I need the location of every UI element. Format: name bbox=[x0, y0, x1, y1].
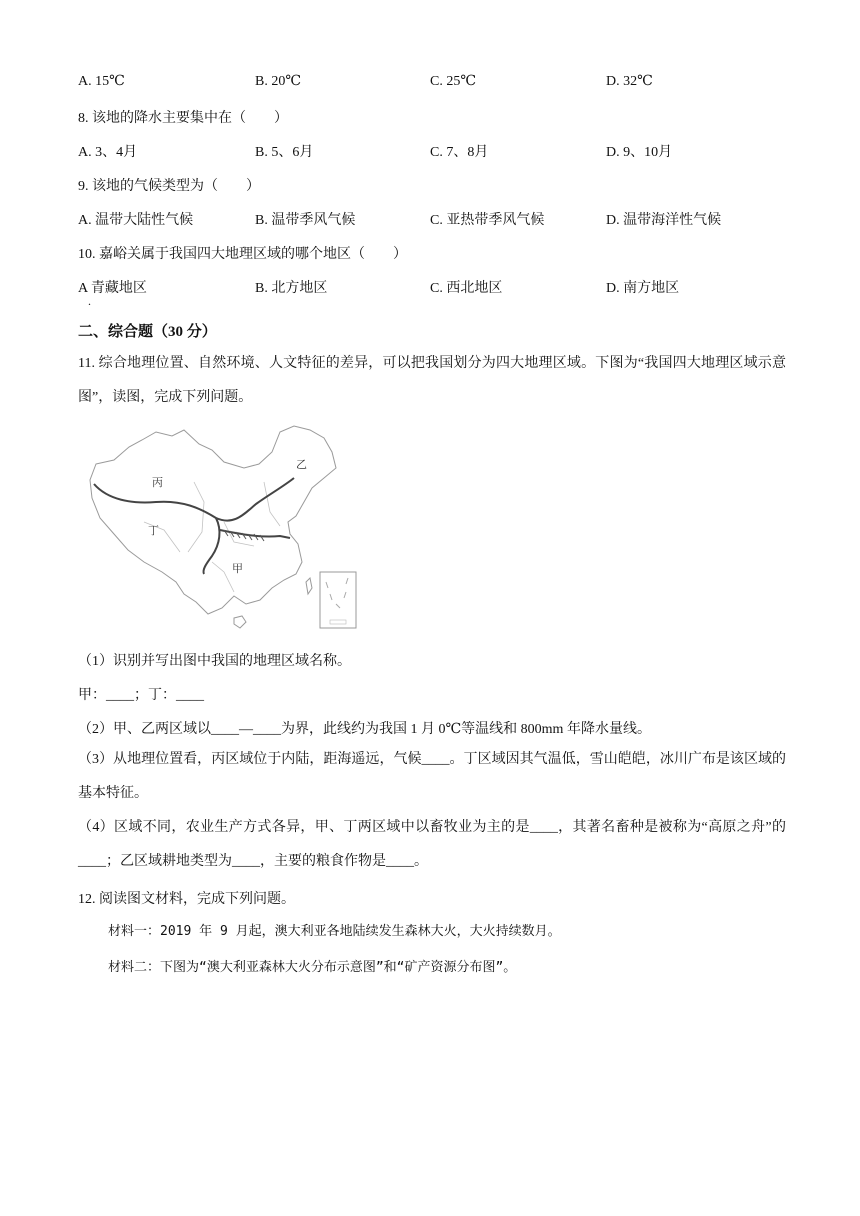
q12-stem: 12. 阅读图文材料，完成下列问题。 bbox=[78, 892, 295, 907]
map-outline bbox=[90, 426, 336, 614]
qinghai-tibet-boundary bbox=[203, 518, 219, 574]
hainan-island bbox=[234, 616, 246, 628]
q8-stem: 8. 该地的降水主要集中在（ ） bbox=[78, 111, 288, 126]
q9-stem: 9. 该地的气候类型为（ ） bbox=[78, 179, 260, 194]
q11-sub1: （1）识别并写出图中我国的地理区域名称。 bbox=[78, 654, 351, 669]
q8-option-b: B. 5、6月 bbox=[255, 145, 314, 160]
label-jia: 甲 bbox=[232, 563, 243, 575]
q8-option-d: D. 9、10月 bbox=[606, 145, 673, 160]
q11-sub2: （2）甲、乙两区域以____—____为界，此线约为我国 1 月 0℃等温线和 800mm 年降水量线。 bbox=[78, 722, 651, 737]
q11-sub3: （3）从地理位置看，丙区域位于内陆，距海遥远，气候____。丁区域因其气温低，雪山皑皑，冰川广布是该区域的基本特征。 bbox=[78, 752, 786, 801]
q9-option-d: D. 温带海洋性气候 bbox=[606, 213, 722, 228]
q8-option-a: A. 3、4月 bbox=[78, 145, 138, 160]
q10-options bbox=[78, 277, 798, 297]
q9-option-b: B. 温带季风气候 bbox=[255, 213, 356, 228]
stray-dot: . bbox=[88, 294, 91, 308]
label-yi: 乙 bbox=[296, 459, 307, 471]
q10-option-a: A 青藏地区 bbox=[78, 281, 147, 296]
taiwan-island bbox=[306, 578, 312, 594]
q9-options bbox=[78, 209, 798, 229]
q12-material-1: 材料一：2019 年 9 月起，澳大利亚各地陆续发生森林大火，大火持续数月。 bbox=[108, 924, 561, 939]
q11-sub4: （4）区域不同，农业生产方式各异，甲、丁两区域中以畜牧业为主的是____，其著名畜种是被称为“高原之舟”的____；乙区域耕地类型为____，主要的粮食作物是____。 bbox=[78, 820, 786, 869]
china-regions-map bbox=[84, 422, 364, 634]
q11-sub1-answer: 甲：____；丁：____ bbox=[78, 688, 204, 703]
q10-option-d: D. 南方地区 bbox=[606, 281, 680, 296]
q9-option-c: C. 亚热带季风气候 bbox=[430, 213, 545, 228]
q7-option-b: B. 20℃ bbox=[255, 74, 301, 89]
south-china-sea-inset bbox=[320, 572, 356, 628]
q9-option-a: A. 温带大陆性气候 bbox=[78, 213, 194, 228]
q8-options bbox=[78, 141, 798, 161]
q10-option-b: B. 北方地区 bbox=[255, 281, 328, 296]
q8-option-c: C. 7、8月 bbox=[430, 145, 489, 160]
inset-dashes bbox=[326, 578, 348, 608]
northwest-boundary bbox=[94, 478, 294, 521]
q11-intro: 11. 综合地理位置、自然环境、人文特征的差异，可以把我国划分为四大地理区域。下图为“我国四大地理区域示意图”，读图，完成下列问题。 bbox=[78, 356, 786, 405]
q7-options bbox=[78, 73, 798, 93]
q7-option-a: A. 15℃ bbox=[78, 74, 125, 89]
q10-option-c: C. 西北地区 bbox=[430, 281, 503, 296]
label-bing: 丙 bbox=[152, 477, 163, 489]
q12-material-2: 材料二：下图为“澳大利亚森林大火分布示意图”和“矿产资源分布图”。 bbox=[108, 960, 517, 975]
section-heading: 二、综合题（30 分） bbox=[78, 324, 217, 340]
label-ding: 丁 bbox=[148, 525, 159, 537]
q7-option-c: C. 25℃ bbox=[430, 74, 476, 89]
q10-stem: 10. 嘉峪关属于我国四大地理区域的哪个地区（ ） bbox=[78, 247, 407, 262]
q7-option-d: D. 32℃ bbox=[606, 74, 653, 89]
inset-scale bbox=[330, 620, 346, 624]
